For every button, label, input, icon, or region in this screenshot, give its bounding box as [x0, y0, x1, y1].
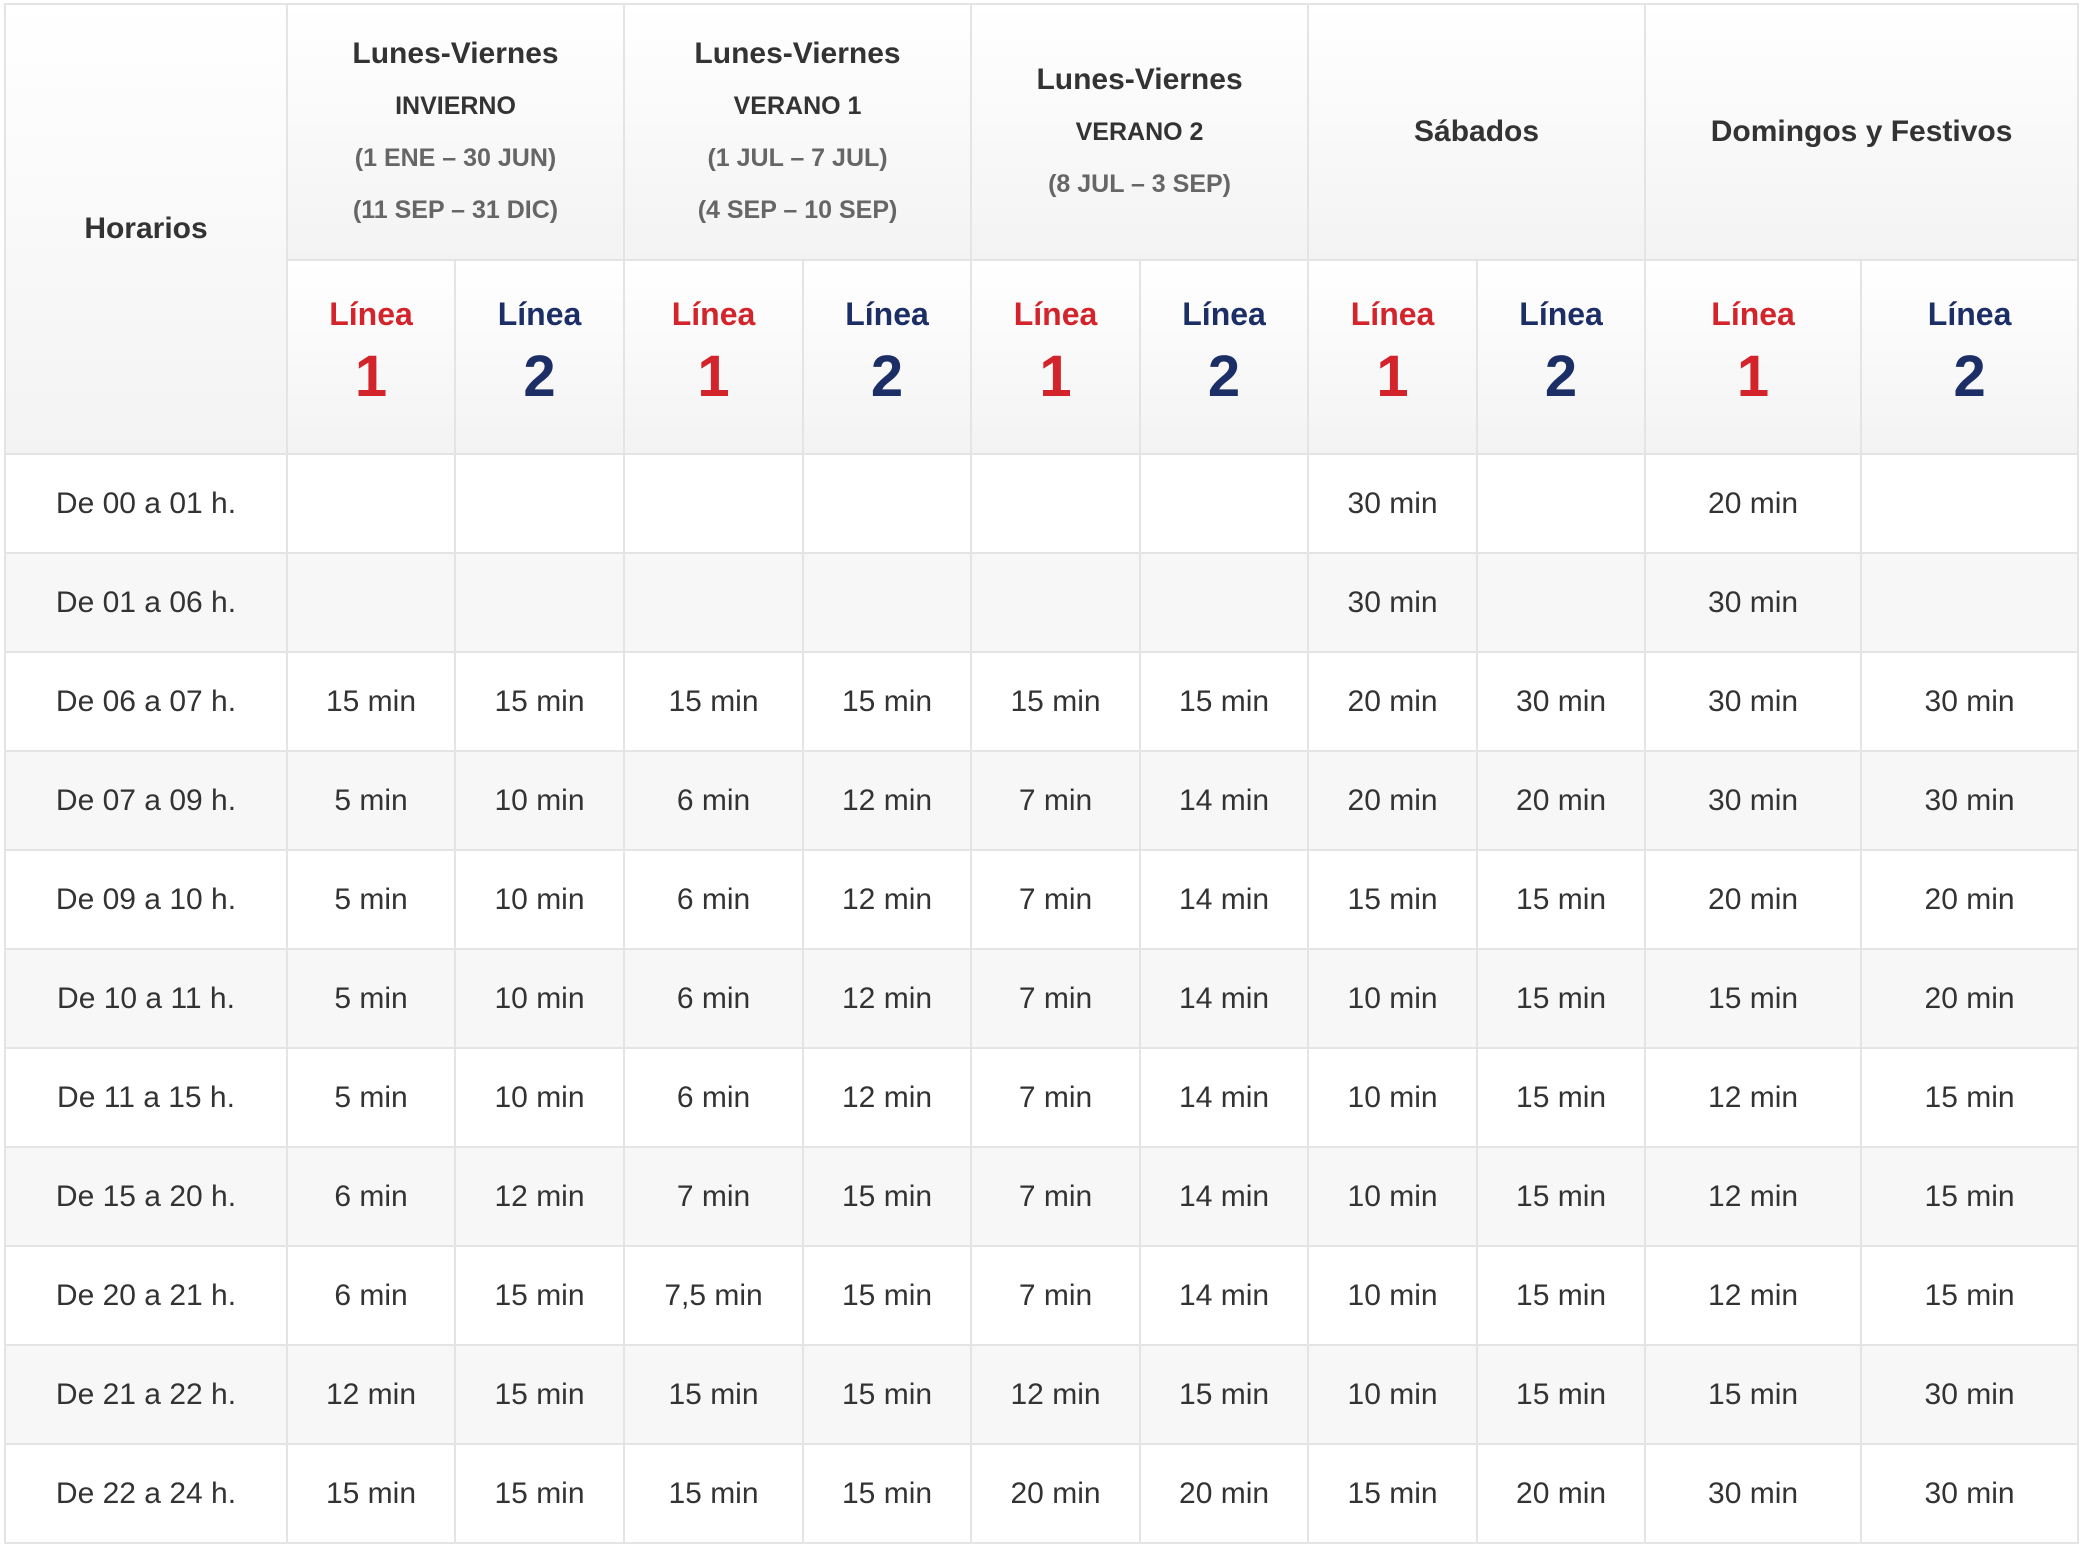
table-row — [5, 850, 2078, 949]
frequency-cell: 10 min — [455, 949, 624, 1048]
line-label: Línea — [497, 296, 582, 332]
frequency-cell: 10 min — [455, 850, 624, 949]
frequency-cell: 14 min — [1140, 949, 1308, 1048]
time-slot-label: De 22 a 24 h. — [5, 1444, 287, 1543]
frequency-cell: 12 min — [803, 1048, 971, 1147]
frequency-cell: 15 min — [803, 1246, 971, 1345]
group-header-domingos-festivos — [1645, 4, 2078, 260]
frequency-cell: 10 min — [1308, 1246, 1477, 1345]
frequency-cell: 15 min — [1477, 1048, 1645, 1147]
frequency-cell: 15 min — [455, 1246, 624, 1345]
frequency-cell: 5 min — [287, 850, 455, 949]
frequency-cell: 15 min — [1645, 949, 1861, 1048]
line-header-2 — [455, 260, 624, 454]
frequency-cell: 30 min — [1645, 1444, 1861, 1543]
table-row — [5, 553, 2078, 652]
frequency-cell — [287, 454, 455, 553]
line-header-2 — [803, 260, 971, 454]
frequency-cell: 15 min — [803, 1147, 971, 1246]
frequency-cell — [803, 454, 971, 553]
table-row — [5, 1345, 2078, 1444]
frequency-cell: 30 min — [1645, 751, 1861, 850]
frequency-cell: 10 min — [1308, 949, 1477, 1048]
group-header-sabados — [1308, 4, 1645, 260]
frequency-cell: 30 min — [1308, 553, 1477, 652]
line-label: Línea — [1927, 296, 2012, 332]
frequency-cell: 15 min — [1861, 1246, 2078, 1345]
line-header-2 — [1140, 260, 1308, 454]
frequency-cell: 6 min — [624, 949, 803, 1048]
group-season: INVIERNO — [395, 92, 516, 120]
group-range: (4 SEP – 10 SEP) — [697, 196, 898, 224]
table-row — [5, 652, 2078, 751]
frequency-cell: 6 min — [287, 1246, 455, 1345]
frequency-cell: 15 min — [624, 652, 803, 751]
frequency-cell: 6 min — [624, 751, 803, 850]
frequency-cell: 15 min — [1645, 1345, 1861, 1444]
frequency-cell: 30 min — [1861, 652, 2078, 751]
table-row — [5, 1048, 2078, 1147]
frequency-cell: 20 min — [1861, 949, 2078, 1048]
line-number: 1 — [1376, 344, 1409, 409]
frequency-cell — [971, 553, 1140, 652]
table-row — [5, 949, 2078, 1048]
line-number: 1 — [697, 344, 730, 409]
table-row — [5, 454, 2078, 553]
line-label: Línea — [1182, 296, 1266, 332]
line-label: Línea — [1013, 296, 1098, 332]
frequency-cell: 12 min — [803, 949, 971, 1048]
frequency-cell: 7 min — [971, 949, 1140, 1048]
frequency-cell: 15 min — [1477, 949, 1645, 1048]
frequency-cell — [455, 454, 624, 553]
frequency-cell: 15 min — [1308, 850, 1477, 949]
group-range: (8 JUL – 3 SEP) — [1048, 170, 1232, 198]
frequency-cell: 20 min — [1308, 652, 1477, 751]
time-slot-label: De 00 a 01 h. — [5, 454, 287, 553]
time-slot-label: De 09 a 10 h. — [5, 850, 287, 949]
header-group-row — [5, 4, 2078, 260]
frequency-cell: 30 min — [1308, 454, 1477, 553]
frequency-cell: 15 min — [1477, 1345, 1645, 1444]
frequency-cell: 15 min — [1140, 652, 1308, 751]
line-header-2 — [1861, 260, 2078, 454]
frequency-cell — [1861, 454, 2078, 553]
frequency-cell: 10 min — [1308, 1147, 1477, 1246]
frequency-cell: 7 min — [624, 1147, 803, 1246]
frequency-cell: 12 min — [971, 1345, 1140, 1444]
frequency-cell: 15 min — [1308, 1444, 1477, 1543]
frequency-cell: 6 min — [624, 850, 803, 949]
frequency-cell: 30 min — [1861, 1345, 2078, 1444]
frequency-cell: 12 min — [1645, 1246, 1861, 1345]
frequency-cell: 20 min — [1477, 1444, 1645, 1543]
group-title: Domingos y Festivos — [1710, 115, 2013, 148]
frequency-cell: 12 min — [803, 850, 971, 949]
frequency-cell — [287, 553, 455, 652]
frequency-cell: 14 min — [1140, 1246, 1308, 1345]
group-season: VERANO 2 — [1075, 118, 1204, 146]
frequency-cell: 7 min — [971, 1246, 1140, 1345]
line-number: 1 — [1736, 344, 1770, 409]
time-slot-label: De 01 a 06 h. — [5, 553, 287, 652]
group-title: Lunes-Viernes — [352, 37, 559, 70]
group-title: Sábados — [1414, 115, 1540, 148]
time-slot-label: De 06 a 07 h. — [5, 652, 287, 751]
frequency-cell: 20 min — [1861, 850, 2078, 949]
group-season: VERANO 1 — [733, 92, 862, 120]
frequency-cell: 30 min — [1861, 1444, 2078, 1543]
time-slot-label: De 10 a 11 h. — [5, 949, 287, 1048]
table-header — [5, 4, 2078, 454]
frequency-cell: 20 min — [1477, 751, 1645, 850]
frequency-cell: 10 min — [1308, 1345, 1477, 1444]
frequency-cell: 15 min — [287, 1444, 455, 1543]
frequency-cell: 12 min — [287, 1345, 455, 1444]
frequency-cell: 15 min — [455, 652, 624, 751]
frequency-cell: 15 min — [1477, 850, 1645, 949]
frequency-cell: 5 min — [287, 949, 455, 1048]
frequency-cell: 20 min — [1308, 751, 1477, 850]
frequency-cell: 15 min — [1861, 1048, 2078, 1147]
group-header-verano-2 — [971, 4, 1308, 260]
frequency-cell: 15 min — [803, 1444, 971, 1543]
header-line-row — [5, 260, 2078, 454]
line-label: Línea — [845, 296, 929, 332]
time-slot-label: De 21 a 22 h. — [5, 1345, 287, 1444]
frequency-cell: 5 min — [287, 751, 455, 850]
group-header-invierno — [287, 4, 624, 260]
frequency-cell: 6 min — [287, 1147, 455, 1246]
frequency-cell: 12 min — [1645, 1048, 1861, 1147]
frequency-cell: 20 min — [1645, 850, 1861, 949]
line-number: 1 — [1039, 344, 1072, 409]
frequency-cell: 7 min — [971, 1147, 1140, 1246]
line-header-1 — [287, 260, 455, 454]
frequency-cell: 20 min — [1645, 454, 1861, 553]
frequency-cell: 30 min — [1645, 652, 1861, 751]
frequency-cell — [803, 553, 971, 652]
frequency-cell: 10 min — [1308, 1048, 1477, 1147]
time-slot-label: De 07 a 09 h. — [5, 751, 287, 850]
frequency-cell — [1140, 454, 1308, 553]
line-header-1 — [1645, 260, 1861, 454]
table-row — [5, 1147, 2078, 1246]
frequency-cell: 30 min — [1645, 553, 1861, 652]
group-range: (1 JUL – 7 JUL) — [707, 144, 888, 172]
frequency-cell — [624, 454, 803, 553]
group-range: (11 SEP – 31 DIC) — [352, 196, 559, 224]
table-row — [5, 1246, 2078, 1345]
line-number: 2 — [1544, 344, 1578, 409]
line-label: Línea — [1350, 296, 1435, 332]
line-header-2 — [1477, 260, 1645, 454]
frequency-cell: 30 min — [1477, 652, 1645, 751]
line-label: Línea — [329, 296, 413, 332]
frequency-cell: 15 min — [1477, 1246, 1645, 1345]
frequency-cell: 30 min — [1861, 751, 2078, 850]
group-range: (1 ENE – 30 JUN) — [354, 144, 557, 172]
frequency-cell — [1140, 553, 1308, 652]
time-slot-label: De 20 a 21 h. — [5, 1246, 287, 1345]
table-body — [5, 454, 2078, 1543]
table-row — [5, 751, 2078, 850]
frequency-cell: 10 min — [455, 751, 624, 850]
frequency-cell: 15 min — [1477, 1147, 1645, 1246]
line-number: 2 — [523, 344, 556, 409]
frequency-cell: 20 min — [971, 1444, 1140, 1543]
frequency-cell: 14 min — [1140, 751, 1308, 850]
frequency-cell: 7 min — [971, 850, 1140, 949]
frequency-cell: 15 min — [624, 1444, 803, 1543]
schedule-table — [4, 3, 2079, 1544]
frequency-cell: 15 min — [1140, 1345, 1308, 1444]
line-number: 2 — [1207, 344, 1241, 409]
frequency-cell: 15 min — [1861, 1147, 2078, 1246]
frequency-cell: 7 min — [971, 1048, 1140, 1147]
frequency-cell — [455, 553, 624, 652]
time-slot-label: De 15 a 20 h. — [5, 1147, 287, 1246]
line-header-1 — [1308, 260, 1477, 454]
group-title: Lunes-Viernes — [1036, 63, 1243, 96]
line-header-1 — [971, 260, 1140, 454]
frequency-cell: 12 min — [1645, 1147, 1861, 1246]
frequency-cell: 5 min — [287, 1048, 455, 1147]
frequency-cell: 12 min — [455, 1147, 624, 1246]
line-number: 2 — [1953, 344, 1986, 409]
line-number: 2 — [870, 344, 904, 409]
frequency-cell: 15 min — [455, 1444, 624, 1543]
line-label: Línea — [1519, 296, 1603, 332]
frequency-cell: 14 min — [1140, 850, 1308, 949]
frequency-cell: 10 min — [455, 1048, 624, 1147]
frequency-cell — [1477, 454, 1645, 553]
line-header-1 — [624, 260, 803, 454]
frequency-cell — [971, 454, 1140, 553]
line-number: 1 — [354, 344, 388, 409]
frequency-cell — [1477, 553, 1645, 652]
frequency-cell: 15 min — [971, 652, 1140, 751]
frequency-cell: 15 min — [803, 652, 971, 751]
frequency-cell: 15 min — [803, 1345, 971, 1444]
time-slot-label: De 11 a 15 h. — [5, 1048, 287, 1147]
horarios-header: Horarios — [5, 4, 287, 454]
frequency-cell: 6 min — [624, 1048, 803, 1147]
frequency-cell: 15 min — [624, 1345, 803, 1444]
group-header-verano-1 — [624, 4, 971, 260]
frequency-cell: 14 min — [1140, 1147, 1308, 1246]
line-label: Línea — [1711, 296, 1795, 332]
frequency-cell: 12 min — [803, 751, 971, 850]
table-row — [5, 1444, 2078, 1543]
group-title: Lunes-Viernes — [694, 37, 901, 70]
frequency-cell: 7 min — [971, 751, 1140, 850]
frequency-cell: 20 min — [1140, 1444, 1308, 1543]
frequency-cell: 15 min — [455, 1345, 624, 1444]
frequency-cell: 14 min — [1140, 1048, 1308, 1147]
frequency-cell — [1861, 553, 2078, 652]
line-label: Línea — [671, 296, 756, 332]
frequency-cell — [624, 553, 803, 652]
frequency-cell: 15 min — [287, 652, 455, 751]
frequency-cell: 7,5 min — [624, 1246, 803, 1345]
